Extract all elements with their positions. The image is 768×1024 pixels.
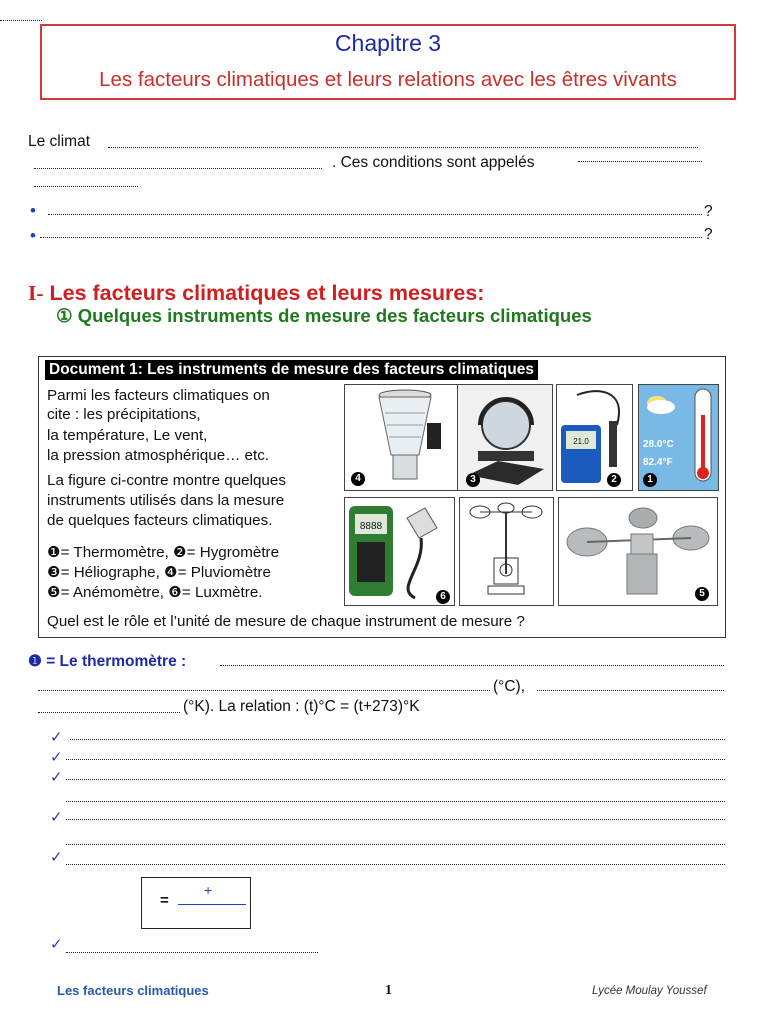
formula-box bbox=[141, 877, 251, 929]
question-mark: ? bbox=[704, 203, 713, 220]
image-number: 5 bbox=[695, 587, 709, 601]
fill-line[interactable] bbox=[220, 665, 724, 666]
check-icon: ✓ bbox=[50, 749, 63, 766]
document-line: cite : les précipitations, bbox=[47, 406, 201, 423]
fill-line[interactable] bbox=[66, 819, 725, 820]
anemometer-image bbox=[558, 497, 718, 606]
chapter-subtitle: Les facteurs climatiques et leurs relations avec les êtres vivants bbox=[99, 68, 677, 91]
fill-line[interactable] bbox=[66, 759, 725, 760]
page-number: 1 bbox=[385, 983, 392, 998]
document-question: Quel est le rôle et l’unité de mesure de chaque instrument de mesure ? bbox=[47, 613, 525, 630]
bullet-icon: • bbox=[30, 201, 36, 220]
check-icon: ✓ bbox=[50, 936, 63, 953]
document-line: la température, Le vent, bbox=[47, 427, 208, 444]
check-icon: ✓ bbox=[50, 849, 63, 866]
header-dots bbox=[0, 20, 42, 21]
subsection-title: ① Quelques instruments de mesure des facteurs climatiques bbox=[56, 305, 592, 326]
check-icon: ✓ bbox=[50, 809, 63, 826]
section-title-text: Les facteurs climatiques et leurs mesures: bbox=[43, 281, 485, 305]
thermometer-label: ❶ = Le thermomètre : bbox=[28, 653, 187, 670]
fill-line[interactable] bbox=[38, 690, 490, 691]
hygrometer-icon bbox=[557, 385, 632, 490]
chapter-header bbox=[40, 24, 736, 100]
kelvin-relation: (°K). La relation : (t)°C = (t+273)°K bbox=[183, 698, 420, 715]
fill-line[interactable] bbox=[537, 690, 724, 691]
fill-line[interactable] bbox=[66, 864, 725, 865]
fill-line[interactable] bbox=[34, 186, 138, 187]
luxmeter-image bbox=[344, 497, 455, 606]
image-number: 3 bbox=[466, 473, 480, 487]
luxmeter-icon bbox=[345, 498, 454, 605]
fill-line[interactable] bbox=[108, 147, 698, 148]
heliograph-image bbox=[457, 384, 553, 491]
fill-line[interactable] bbox=[578, 161, 702, 162]
check-icon: ✓ bbox=[50, 769, 63, 786]
section-title bbox=[28, 281, 484, 306]
hygrometer-display: 21.0 bbox=[573, 437, 589, 446]
fill-line[interactable] bbox=[70, 739, 725, 740]
document-title: Document 1: Les instruments de mesure des facteurs climatiques bbox=[45, 360, 538, 380]
image-number: 1 bbox=[643, 473, 657, 487]
document-line: Parmi les facteurs climatiques on bbox=[47, 387, 270, 404]
fill-line[interactable] bbox=[34, 168, 322, 169]
luxmeter-display: 8888 bbox=[359, 521, 383, 532]
footer-left: Les facteurs climatiques bbox=[57, 983, 209, 998]
climat-label: Le climat bbox=[28, 133, 91, 150]
check-icon: ✓ bbox=[50, 729, 63, 746]
fill-line[interactable] bbox=[66, 801, 725, 802]
image-number: 6 bbox=[436, 590, 450, 604]
conditions-text: . Ces conditions sont appelés bbox=[332, 154, 535, 171]
fill-line[interactable] bbox=[48, 214, 702, 215]
legend-line: ❸= Héliographe, ❹= Pluviomètre bbox=[47, 564, 271, 581]
celsius-unit: (°C), bbox=[493, 678, 526, 695]
legend-line: ❶= Thermomètre, ❷= Hygromètre bbox=[47, 544, 280, 561]
image-number: 2 bbox=[607, 473, 621, 487]
fill-line[interactable] bbox=[66, 844, 725, 845]
anemometer-drawing-image bbox=[459, 497, 554, 606]
legend-line: ❺= Anémomètre, ❻= Luxmètre. bbox=[47, 584, 263, 601]
fill-line[interactable] bbox=[66, 779, 725, 780]
thermo-reading-f: 82.4°F bbox=[643, 457, 673, 468]
document-line: La figure ci-contre montre quelques bbox=[47, 472, 286, 489]
bullet-icon: • bbox=[30, 226, 36, 245]
fill-line[interactable] bbox=[66, 952, 318, 953]
question-mark: ? bbox=[704, 226, 713, 243]
footer-right: Lycée Moulay Youssef bbox=[592, 985, 707, 997]
document-box bbox=[38, 356, 726, 638]
image-number: 4 bbox=[351, 472, 365, 486]
hygrometer-image bbox=[556, 384, 633, 491]
document-line: la pression atmosphérique… etc. bbox=[47, 447, 270, 464]
fill-line[interactable] bbox=[40, 237, 702, 238]
section-roman: I- bbox=[28, 281, 44, 305]
fraction-bar bbox=[178, 904, 246, 905]
thermo-reading-c: 28.0°C bbox=[643, 439, 674, 450]
formula-plus: + bbox=[204, 882, 213, 898]
document-line: instruments utilisés dans la mesure bbox=[47, 492, 285, 509]
formula-equals: = bbox=[160, 892, 169, 909]
fill-line[interactable] bbox=[38, 712, 180, 713]
anemometer-drawing-icon bbox=[460, 498, 553, 605]
chapter-title: Chapitre 3 bbox=[334, 30, 442, 56]
thermometer-image bbox=[638, 384, 719, 491]
anemometer-icon bbox=[559, 498, 717, 605]
document-line: de quelques facteurs climatiques. bbox=[47, 512, 273, 529]
